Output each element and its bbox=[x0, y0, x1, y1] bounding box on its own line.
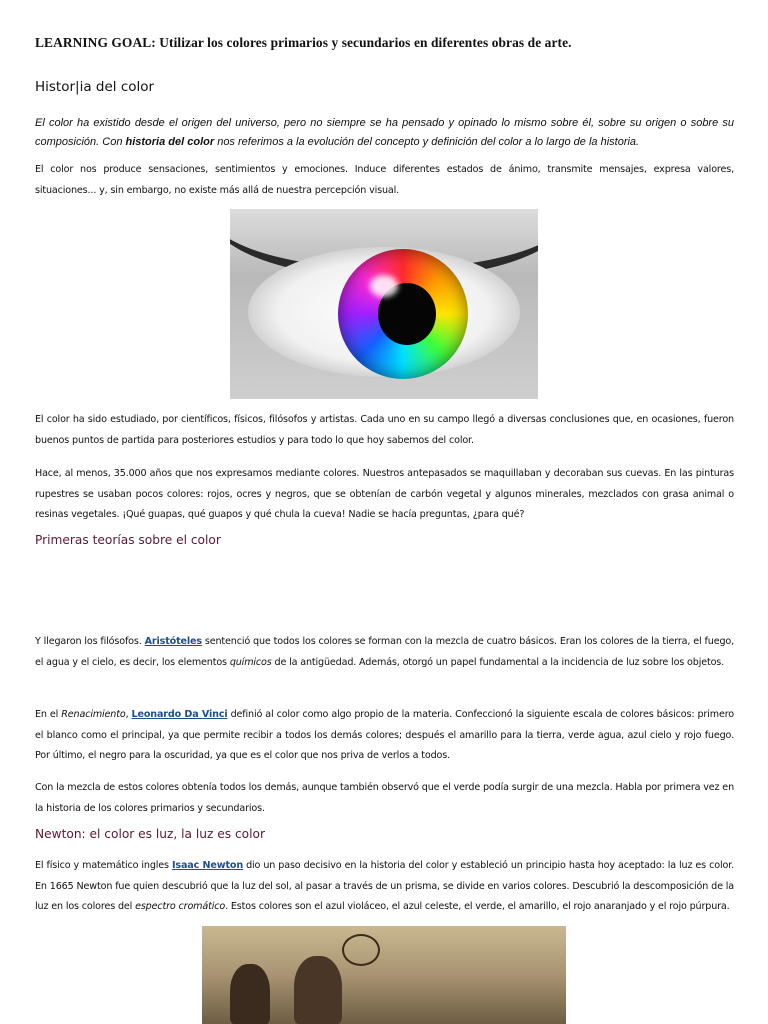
paragraph-2: El color ha sido estudiado, por científicos, físicos, filósofos y artistas. Cada uno en su campo llegó a diversas conclusiones que, en ocasiones, fueron buenos puntos de partida para posteriores estudios y para todo lo que hoy sabemos del color. bbox=[35, 414, 734, 446]
learning-goal: LEARNING GOAL: Utilizar los colores primarios y secundarios en diferentes obras de arte. bbox=[35, 35, 572, 50]
section-heading-primeras-teorias: Primeras teorías sobre el color bbox=[35, 533, 221, 547]
paragraph-5: En el Renacimiento, Leonardo Da Vinci definió al color como algo propio de la materia. Confeccionó la siguiente escala de colores básicos: primero el blanco como el principal, ya que permite recibir a todos los demás colores; después el amarillo para la tierra, verde agua, azul cielo y rojo fuego. Por último, el negro para la oscuridad, ya que es el color que nos priva de verlos a todos. bbox=[35, 709, 734, 761]
paragraph-1: El color nos produce sensaciones, sentimientos y emociones. Induce diferentes estados de ánimo, transmite mensajes, expresa valores, situaciones... y, sin embargo, no existe más allá de nuestra percepción visual. bbox=[35, 164, 734, 196]
paragraph-7: El físico y matemático ingles Isaac Newton dio un paso decisivo en la historia del color y estableció un principio hasta hoy aceptado: la luz es color. En 1665 Newton fue quien descubrió que la luz del sol, al pasar a través de un prisma, se divide en varios colores. Descubrió la descomposición de la luz en los colores del espectro cromático. Estos colores son el azul violáceo, el azul celeste, el verde, el amarillo, el rojo anaranjado y el rojo púrpura. bbox=[35, 860, 734, 912]
link-aristoteles[interactable]: Aristóteles bbox=[144, 636, 202, 647]
intro-paragraph: El color ha existido desde el origen del universo, pero no siempre se ha pensado y opinado lo mismo sobre él, sobre su origen o sobre su composición. Con historia del color nos referimos a la evolución del concepto y definición del color a lo largo de la historia. bbox=[35, 117, 734, 148]
page-title: Histor|ia del color bbox=[35, 79, 155, 95]
newton-prism-illustration bbox=[202, 926, 566, 1024]
paragraph-3: Hace, al menos, 35.000 años que nos expresamos mediante colores. Nuestros antepasados se maquillaban y decoraban sus cuevas. En las pinturas rupestres se usaban pocos colores: rojos, ocres y negros, que se obtenían de carbón vegetal y algunos minerales, mezclados con grasa animal o resinas vegetales. ¡Qué guapas, qué guapos y qué chula la cueva! Nadie se hacía preguntas, ¿para qué? bbox=[35, 468, 734, 520]
paragraph-6: Con la mezcla de estos colores obtenía todos los demás, aunque también observó que el verde podía surgir de una mezcla. Habla por primera vez en la historia de los colores primarios y secundarios. bbox=[35, 782, 734, 814]
link-isaac-newton[interactable]: Isaac Newton bbox=[171, 860, 244, 871]
section-heading-newton: Newton: el color es luz, la luz es color bbox=[35, 827, 265, 841]
link-leonardo-da-vinci[interactable]: Leonardo Da Vinci bbox=[131, 709, 228, 720]
paragraph-4: Y llegaron los filósofos. Aristóteles sentenció que todos los colores se forman con la mezcla de cuatro básicos. Eran los colores de la tierra, el fuego, el agua y el cielo, es decir, los elementos químicos de la antigüedad. Además, otorgó un papel fundamental a la incidencia de luz sobre los objetos. bbox=[35, 636, 735, 668]
rainbow-eye-image bbox=[230, 209, 538, 399]
